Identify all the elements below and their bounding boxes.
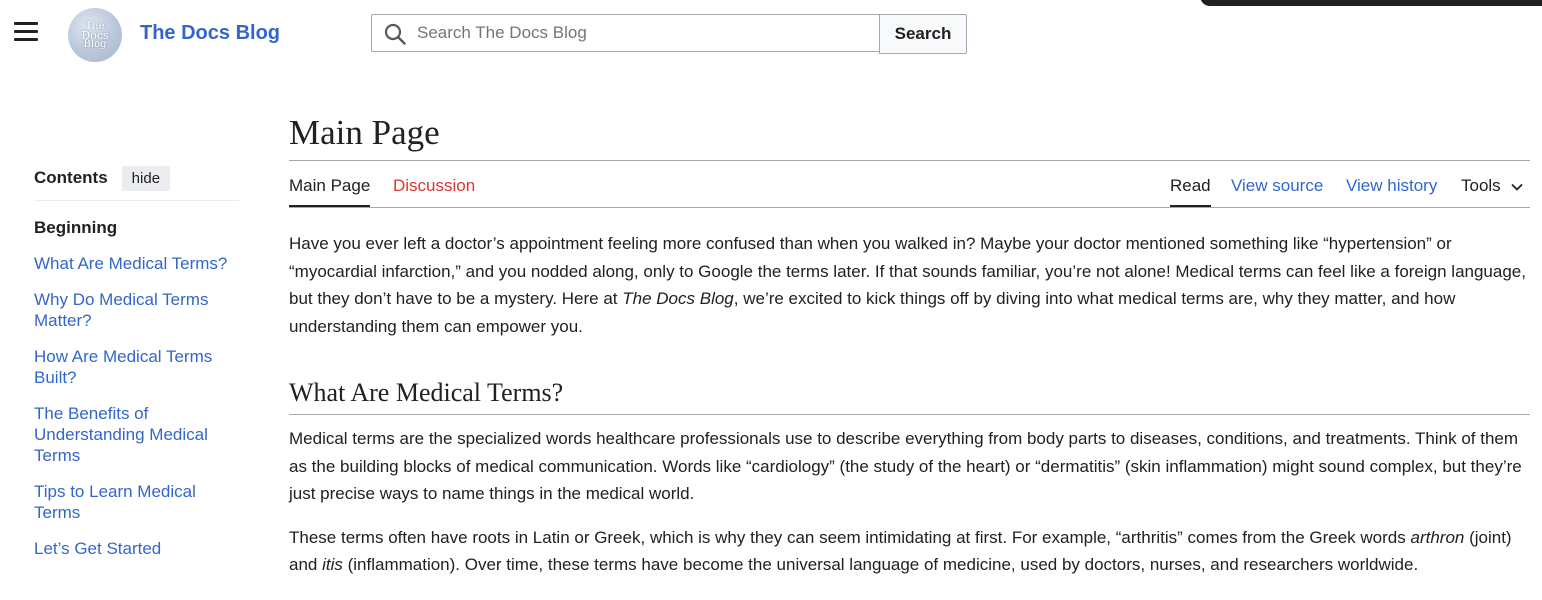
toc-item-benefits[interactable]: The Benefits of Understanding Medical Terms bbox=[34, 404, 208, 465]
article-body bbox=[289, 208, 1530, 579]
para-text: These terms often have roots in Latin or Greek, which is why they can seem intimidating at first. For example, “arthritis” comes from the Greek words bbox=[289, 527, 1411, 547]
page-tabs bbox=[289, 161, 1530, 208]
intro-text: , we’re excited to kick things off by diving into what medical terms are, why they matter, and how understanding them can empower you. bbox=[289, 289, 1456, 336]
para-emphasis: itis bbox=[322, 555, 343, 574]
section-paragraph: Medical terms are the specialized words healthcare professionals use to describe everything from body parts to diseases, conditions, and treatments. Think of them as the building blocks of medical communication. Words like “cardiology” (the study of the heart) or “dermatitis” (skin inflammation) might sound complex, but they’re just precise ways to name things in the medical world. bbox=[289, 429, 1522, 503]
tools-menu[interactable] bbox=[1461, 161, 1523, 205]
toc-list bbox=[34, 217, 239, 559]
tab-view-source[interactable]: View source bbox=[1231, 176, 1324, 195]
tab-view-history[interactable]: View history bbox=[1346, 176, 1438, 195]
logo-text-line: Docs bbox=[81, 28, 109, 42]
tab-read[interactable]: Read bbox=[1170, 161, 1211, 207]
toc-title: Contents bbox=[34, 168, 108, 187]
intro-emphasis: The Docs Blog bbox=[622, 289, 734, 308]
intro-paragraph bbox=[289, 230, 1530, 340]
search-input[interactable] bbox=[417, 15, 867, 51]
para-emphasis: arthron bbox=[1410, 527, 1465, 547]
page-title: Main Page bbox=[289, 112, 1530, 161]
toc-item-why-medical-terms-matter[interactable]: Why Do Medical Terms Matter? bbox=[34, 290, 209, 330]
search-box bbox=[371, 14, 879, 52]
toc-item-how-terms-built[interactable]: How Are Medical Terms Built? bbox=[34, 347, 213, 387]
para-text: (joint) and bbox=[289, 527, 1512, 574]
search-icon bbox=[384, 23, 406, 45]
main-content bbox=[289, 104, 1530, 579]
site-title-link[interactable]: The Docs Blog bbox=[140, 22, 281, 44]
search-button[interactable]: Search bbox=[879, 14, 967, 54]
para-text: (inflammation). Over time, these terms have become the universal language of medicine, used by doctors, nurses, and researchers worldwide. bbox=[342, 555, 1419, 574]
chevron-down-icon bbox=[1511, 181, 1523, 193]
main-menu-button[interactable] bbox=[14, 22, 40, 44]
top-edge-strip bbox=[1200, 0, 1542, 6]
intro-text: Have you ever left a doctor’s appointment feeling more confused than when you walked in? Maybe your doctor mentioned something like “hypertension” or “myocardial infarction,” and you nodded along, only to Google the terms later. If that sounds familiar, you’re not alone! Medical terms can feel like a foreign language, but they don’t have to be a mystery. Here at bbox=[289, 234, 1526, 308]
logo-text-line: The bbox=[85, 20, 105, 32]
toc-hide-button[interactable]: hide bbox=[122, 166, 170, 191]
section-paragraph bbox=[289, 524, 1530, 579]
tab-discussion[interactable]: Discussion bbox=[393, 176, 476, 195]
tab-main-page[interactable]: Main Page bbox=[289, 161, 370, 207]
tools-label: Tools bbox=[1461, 176, 1501, 195]
toc-item-beginning[interactable]: Beginning bbox=[34, 218, 118, 237]
logo-text-line: Blog bbox=[83, 38, 107, 50]
toc-item-lets-get-started[interactable]: Let’s Get Started bbox=[34, 539, 162, 558]
toc-header bbox=[34, 164, 239, 201]
section-heading-what-are-medical-terms: What Are Medical Terms? bbox=[289, 376, 1530, 415]
hamburger-icon-line bbox=[14, 38, 38, 41]
hamburger-icon-line bbox=[14, 30, 38, 33]
hamburger-icon bbox=[14, 22, 38, 25]
toc-item-tips[interactable]: Tips to Learn Medical Terms bbox=[34, 482, 196, 522]
toc-item-what-are-medical-terms[interactable]: What Are Medical Terms? bbox=[34, 254, 228, 273]
site-logo[interactable] bbox=[68, 8, 122, 62]
table-of-contents bbox=[34, 164, 239, 574]
